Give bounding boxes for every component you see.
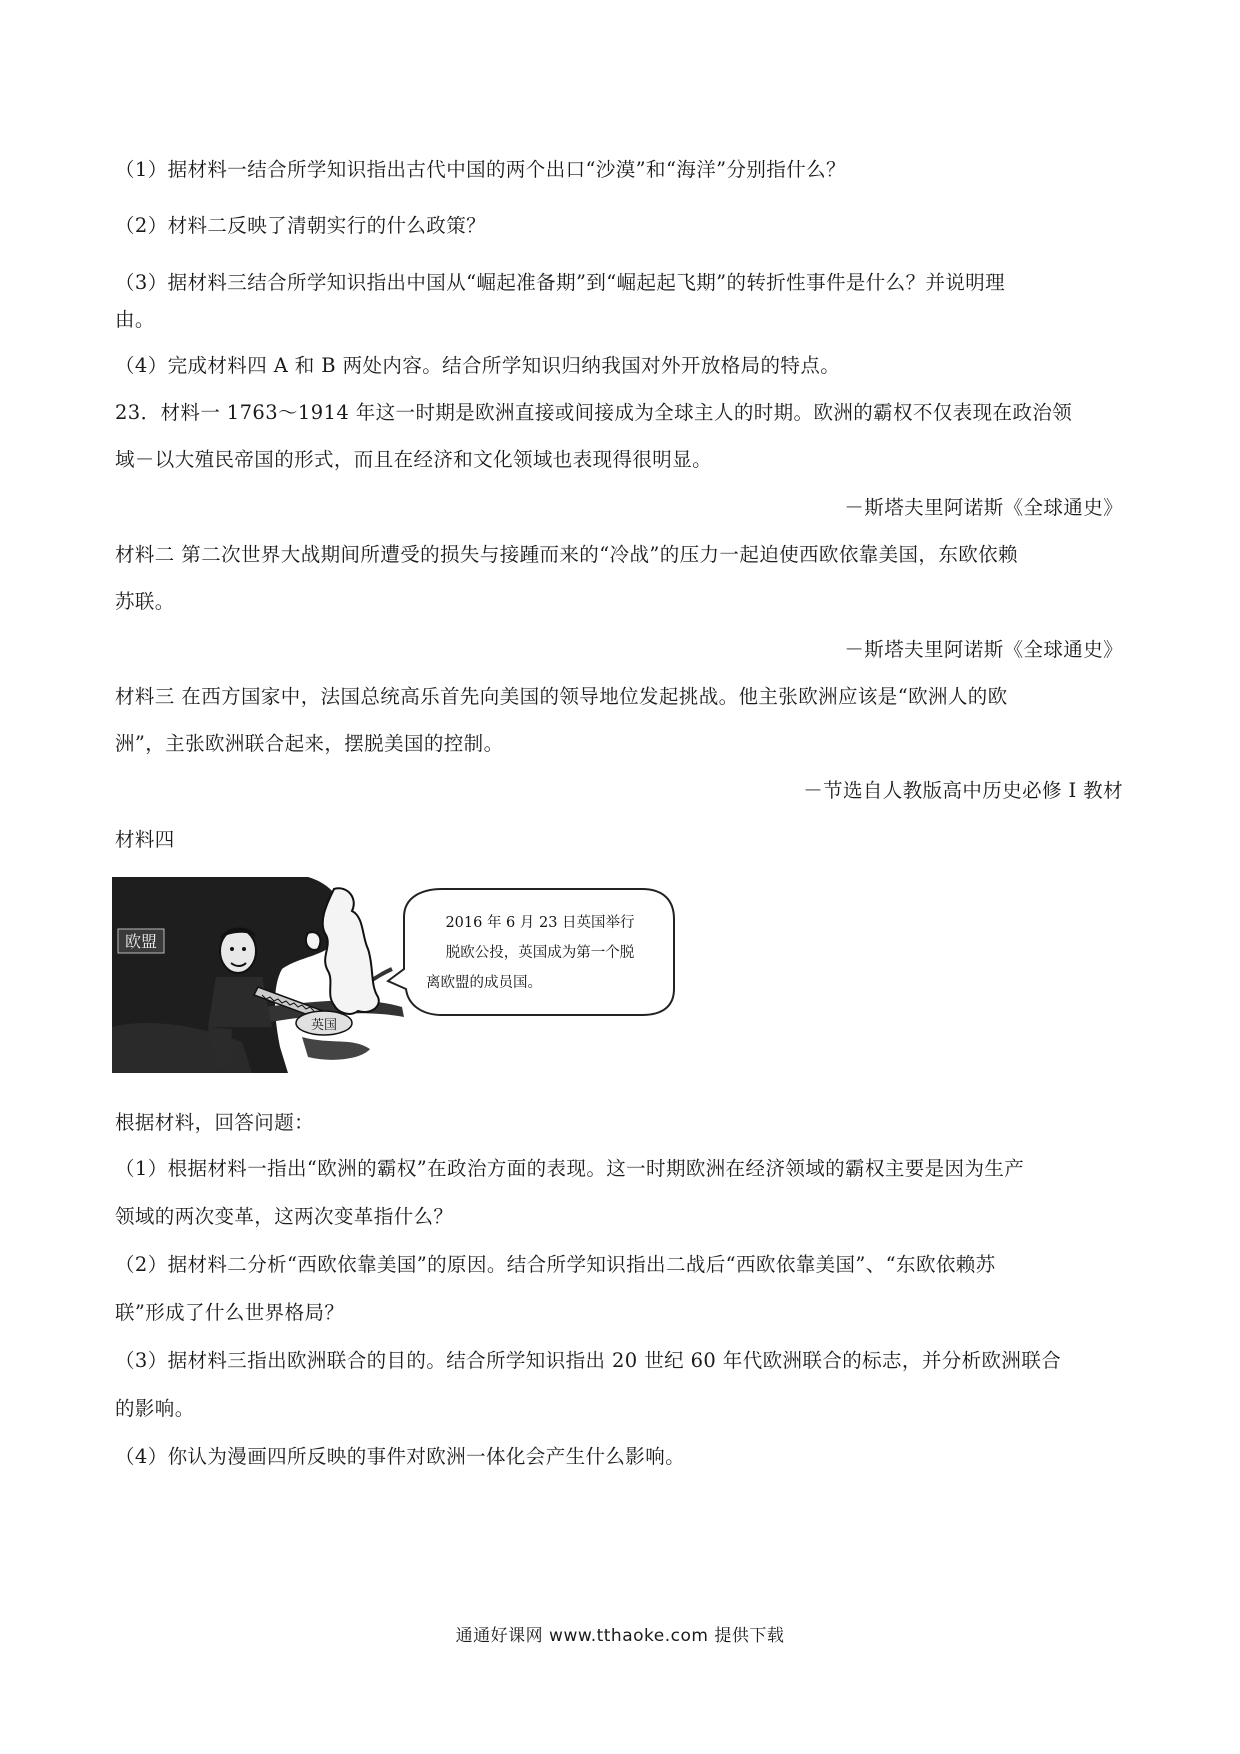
cartoon-bubble-line3: 离欧盟的成员国。 (426, 975, 542, 991)
q22-question-2: （2）材料二反映了清朝实行的什么政策？ (115, 214, 487, 237)
q22-question-3: （3）据材料三结合所学知识指出中国从“崛起准备期”到“崛起起飞期”的转折性事件是什么？并说明理 (115, 271, 1006, 294)
cartoon-tree-label: 欧盟 (124, 932, 158, 951)
q22-question-3-cont: 由。 (115, 308, 155, 331)
q23-material4-label: 材料四 (115, 828, 175, 851)
q23-question-3: （3）据材料三指出欧洲联合的目的。结合所学知识指出 20 世纪 60 年代欧洲联合的标志，并分析欧洲联合 (115, 1349, 1062, 1372)
q23-material3-line1: 材料三 在西方国家中，法国总统高乐首先向美国的领导地位发起挑战。他主张欧洲应该是“欧洲人的欧 (115, 685, 1008, 708)
q22-question-1: （1）据材料一结合所学知识指出古代中国的两个出口“沙漠”和“海洋”分别指什么？ (115, 158, 846, 181)
q23-material3-source: －节选自人教版高中历史必修 I 教材 (803, 779, 1123, 802)
cartoon-bubble-line1: 2016 年 6 月 23 日英国举行 (445, 915, 635, 931)
q23-material1-line1: 23．材料一 1763～1914 年这一时期是欧洲直接或间接成为全球主人的时期。欧洲的霸权不仅表现在政治领 (115, 401, 1073, 424)
q23-material2-line2: 苏联。 (115, 590, 175, 613)
q23-material1-line2: 域－以大殖民帝国的形式，而且在经济和文化领域也表现得很明显。 (115, 448, 713, 471)
q23-prompt: 根据材料，回答问题： (115, 1111, 315, 1134)
cartoon-bubble-line2: 脱欧公投，英国成为第一个脱 (445, 945, 635, 961)
q23-question-3-cont: 的影响。 (115, 1397, 195, 1420)
q23-question-2: （2）据材料二分析“西欧依靠美国”的原因。结合所学知识指出二战后“西欧依靠美国”、“东欧依赖苏 (115, 1253, 996, 1276)
q23-material3-line2: 洲”，主张欧洲联合起来，摆脱美国的控制。 (115, 732, 504, 755)
q23-material2-source: －斯塔夫里阿诺斯《全球通史》 (844, 638, 1123, 661)
q23-material1-source: －斯塔夫里阿诺斯《全球通史》 (844, 496, 1123, 519)
brexit-cartoon (112, 877, 678, 1073)
cartoon-branch-label: 英国 (310, 1018, 338, 1033)
q22-question-4: （4）完成材料四 A 和 B 两处内容。结合所学知识归纳我国对外开放格局的特点。 (115, 354, 841, 377)
q23-question-2-cont: 联”形成了什么世界格局？ (115, 1301, 345, 1324)
page-footer: 通通好课网 www.tthaoke.com 提供下载 (455, 1626, 785, 1646)
q23-material2-line1: 材料二 第二次世界大战期间所遭受的损失与接踵而来的“冷战”的压力一起迫使西欧依靠美国，东欧依赖 (115, 543, 1018, 566)
q23-question-1: （1）根据材料一指出“欧洲的霸权”在政治方面的表现。这一时期欧洲在经济领域的霸权主要是因为生产 (115, 1157, 1025, 1180)
q23-question-1-cont: 领域的两次变革，这两次变革指什么？ (115, 1205, 454, 1228)
q23-question-4: （4）你认为漫画四所反映的事件对欧洲一体化会产生什么影响。 (115, 1445, 686, 1468)
